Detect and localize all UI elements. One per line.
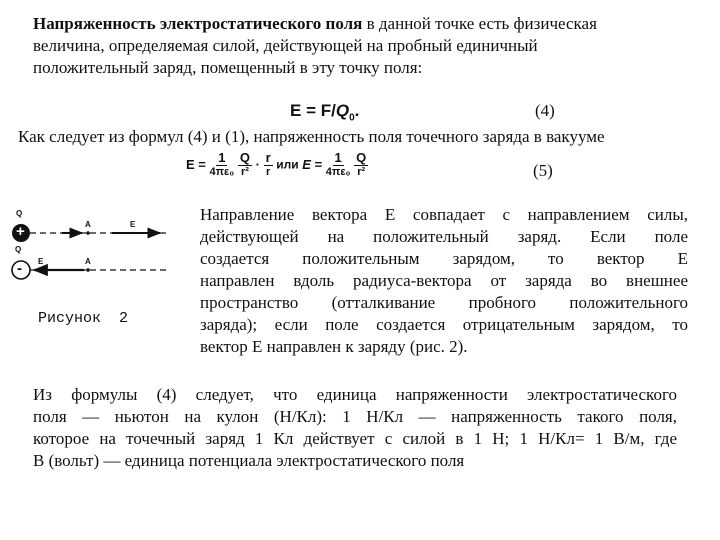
figure-caption: Рисунок 2 [38, 310, 129, 327]
formula-5-frac-3 [264, 150, 273, 179]
intro-bold-term: Напряженность электростатического поля [33, 14, 363, 33]
formula-4-slash: / [331, 101, 336, 120]
formula-5-eq: = [198, 157, 206, 172]
formula-4-rhs-num: F [320, 101, 332, 120]
formula-5-frac-4 [326, 150, 351, 179]
formula-5-eq-2: = [314, 157, 323, 172]
units-paragraph [33, 384, 677, 472]
formula-5-number: (5) [533, 161, 553, 180]
figure-top-e-label: E [130, 220, 136, 229]
figure-bottom-a-label: A [85, 257, 91, 266]
figure-bottom-e-label: E [38, 257, 44, 266]
formula-5 [186, 150, 368, 179]
formula-4 [290, 101, 359, 123]
direction-line-1: Направление вектора Е совпадает с направлением силы, [200, 205, 688, 224]
figure-bottom-q-label: Q [15, 245, 22, 254]
direction-line-7: вектор Е направлен к заряду (рис. 2). [200, 337, 468, 356]
formula-5-frac-1-num: 1 [218, 150, 226, 165]
figure-2 [0, 209, 185, 285]
formula-5-frac-2 [238, 150, 252, 179]
formula-5-frac-3-den: r [265, 166, 271, 178]
formula-5-frac-3-num: r [265, 150, 271, 165]
formula-5-or: или [276, 157, 299, 172]
formula-5-frac-2-num: Q [239, 150, 250, 165]
formula-4-dot: . [354, 101, 360, 120]
formula-5-frac-4-num: 1 [334, 150, 342, 165]
field-diagram [0, 215, 185, 285]
direction-paragraph [200, 204, 688, 358]
direction-line-2: действующей на положительный заряд. Если поле [200, 227, 688, 246]
formula-5-lhs: E [186, 157, 195, 172]
units-line-1: Из формулы (4) следует, что единица напряженности электростатического [33, 385, 677, 404]
formula-5-frac-1 [210, 150, 235, 179]
formula-4-rhs-den: Q [335, 101, 350, 120]
intro-rest-line-1: в данной точке есть физическая [362, 14, 597, 33]
direction-line-6: заряда); если поле создается отрицательным зарядом, то [200, 315, 688, 334]
formula-5-lhs-2: E [302, 157, 311, 172]
formula-5-frac-5-den: r² [357, 166, 366, 178]
formula-5-frac-2-den: r² [240, 166, 249, 178]
follow-text: Как следует из формул (4) и (1), напряженность поля точечного заряда в вакууме [18, 127, 605, 146]
units-line-3: которое на точечный заряд 1 Кл действует с силой в 1 Н; 1 Н/Кл= 1 В/м, где [33, 429, 677, 448]
figure-top-a-label: A [85, 220, 91, 229]
formula-5-dot: · [255, 157, 260, 172]
direction-line-3: создается положительным зарядом, то вектор Е [200, 249, 688, 268]
formula-5-frac-5-num: Q [356, 150, 367, 165]
direction-line-4: направлен вдоль радиуса-вектора от заряда во внешнее [200, 271, 688, 290]
formula-5-frac-1-den: 4πε₀ [209, 166, 235, 178]
formula-4-lhs: E [290, 101, 302, 120]
intro-line-1 [33, 13, 693, 35]
intro-paragraph [33, 13, 693, 79]
field-point-a-bottom [86, 268, 90, 272]
units-line-4: В (вольт) — единица потенциала электростатического поля [33, 451, 465, 470]
units-line-2: поля — ньютон на кулон (Н/Кл): 1 Н/Кл — напряженность такого поля, [33, 407, 677, 426]
figure-top-q-label: Q [16, 209, 23, 218]
intro-line-2: величина, определяемая силой, действующей на пробный единичный [33, 36, 538, 55]
figure-bottom-minus: - [17, 260, 22, 277]
formula-5-frac-4-den: 4πε₀ [325, 166, 351, 178]
formula-4-rhs-sub: 0 [349, 112, 355, 124]
formula-5-frac-5 [354, 150, 368, 179]
formula-4-equals: = [306, 101, 317, 120]
formula-4-number: (4) [535, 101, 555, 120]
figure-top-plus: + [16, 223, 25, 240]
direction-line-5: пространство (отталкивание пробного положительного [200, 293, 688, 312]
field-point-a-top [86, 231, 90, 235]
intro-line-3: положительный заряд, помещенный в эту точку поля: [33, 58, 423, 77]
